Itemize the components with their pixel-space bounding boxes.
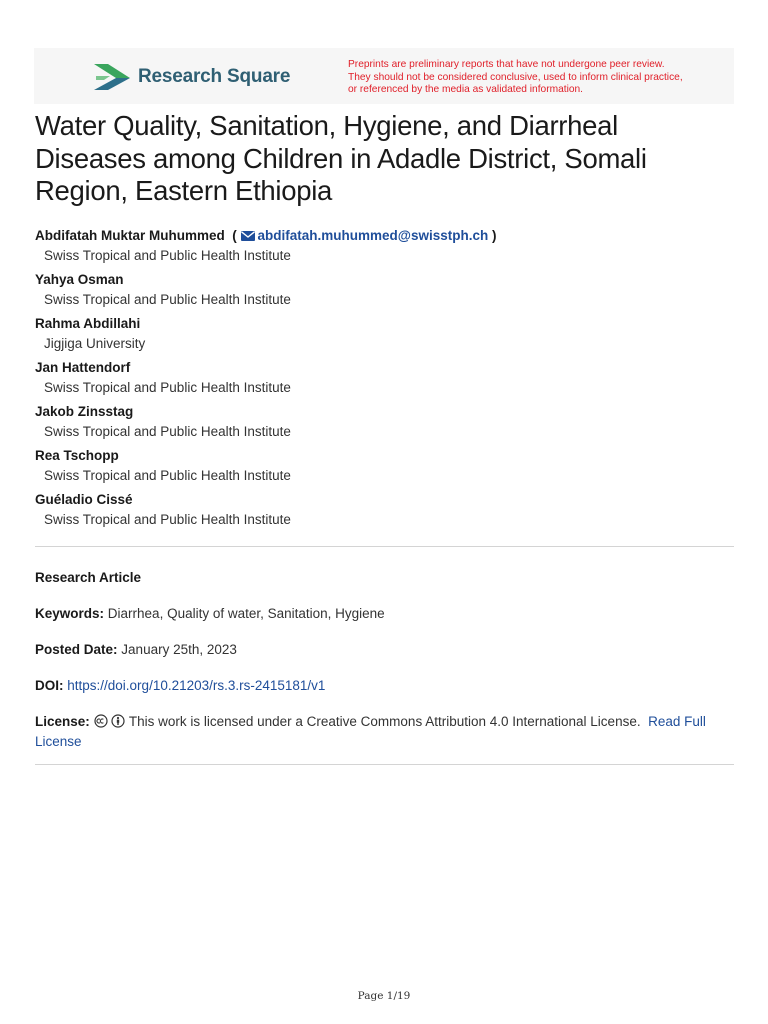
license-label: License: — [35, 714, 90, 729]
preprint-disclaimer — [348, 59, 728, 97]
creative-commons-icon — [94, 714, 108, 728]
author-entry — [35, 270, 735, 310]
author-name: Rea Tschopp — [35, 448, 119, 463]
page-number: Page 1/19 — [357, 990, 411, 1002]
paper-title: Water Quality, Sanitation, Hygiene, and Diarrheal Diseases among Children in Adadle District, Somali Region, Eastern Ethiopia — [35, 110, 647, 206]
posted-date-value: January 25th, 2023 — [121, 642, 237, 657]
author-email-link[interactable]: abdifatah.muhummed@swisstph.ch — [257, 228, 489, 243]
doi-row — [35, 676, 734, 696]
keywords-value: Diarrhea, Quality of water, Sanitation, Hygiene — [107, 606, 385, 621]
author-affiliation: Swiss Tropical and Public Health Institute — [44, 248, 291, 263]
divider — [35, 546, 734, 547]
header-banner — [34, 48, 734, 104]
email-group: ( abdifatah.muhummed@swisstph.ch ) — [228, 228, 497, 243]
author-name: Jakob Zinsstag — [35, 404, 134, 419]
research-square-logo-icon — [94, 62, 132, 92]
brand-name: Research Square — [138, 66, 291, 87]
author-affiliation: Jigjiga University — [44, 336, 146, 351]
author-name: Guéladio Cissé — [35, 492, 133, 507]
disclaimer-line: Preprints are preliminary reports that have not undergone peer review. — [348, 59, 665, 70]
author-affiliation: Swiss Tropical and Public Health Institute — [44, 424, 291, 439]
author-entry — [35, 402, 735, 442]
license-text: This work is licensed under a Creative Commons Attribution 4.0 International License. — [128, 714, 641, 729]
license-row — [35, 712, 734, 752]
author-affiliation: Swiss Tropical and Public Health Institute — [44, 292, 291, 307]
doi-label: DOI: — [35, 678, 64, 693]
author-entry — [35, 314, 735, 354]
author-name-text: Abdifatah Muktar Muhummed — [35, 228, 225, 243]
divider — [35, 764, 734, 765]
article-type-label: Research Article — [35, 570, 142, 585]
author-entry — [35, 490, 735, 530]
author-name: Yahya Osman — [35, 272, 124, 287]
envelope-icon — [241, 231, 255, 241]
author-name — [35, 226, 735, 246]
research-square-logo[interactable] — [94, 62, 290, 92]
author-name: Jan Hattendorf — [35, 360, 131, 375]
disclaimer-line: They should not be considered conclusive, used to inform clinical practice, — [348, 71, 683, 83]
read-full-license-text: Read Full — [648, 714, 706, 729]
author-name: Rahma Abdillahi — [35, 316, 141, 331]
author-affiliation: Swiss Tropical and Public Health Institute — [44, 380, 291, 395]
author-entry — [35, 358, 735, 398]
disclaimer-line: or referenced by the media as validated information. — [348, 84, 584, 95]
author-affiliation: Swiss Tropical and Public Health Institute — [44, 468, 291, 483]
author-entry — [35, 446, 735, 486]
author-list — [35, 226, 735, 534]
attribution-icon — [111, 714, 125, 728]
posted-date-row — [35, 640, 734, 660]
article-type — [35, 568, 734, 588]
author-affiliation: Swiss Tropical and Public Health Institute — [44, 512, 291, 527]
keywords-label: Keywords: — [35, 606, 105, 621]
author-entry — [35, 226, 735, 266]
doi-link[interactable]: https://doi.org/10.21203/rs.3.rs-2415181/v1 — [67, 678, 326, 693]
keywords-row — [35, 604, 734, 624]
read-full-license-text: License — [35, 734, 82, 749]
posted-date-label: Posted Date: — [35, 642, 118, 657]
